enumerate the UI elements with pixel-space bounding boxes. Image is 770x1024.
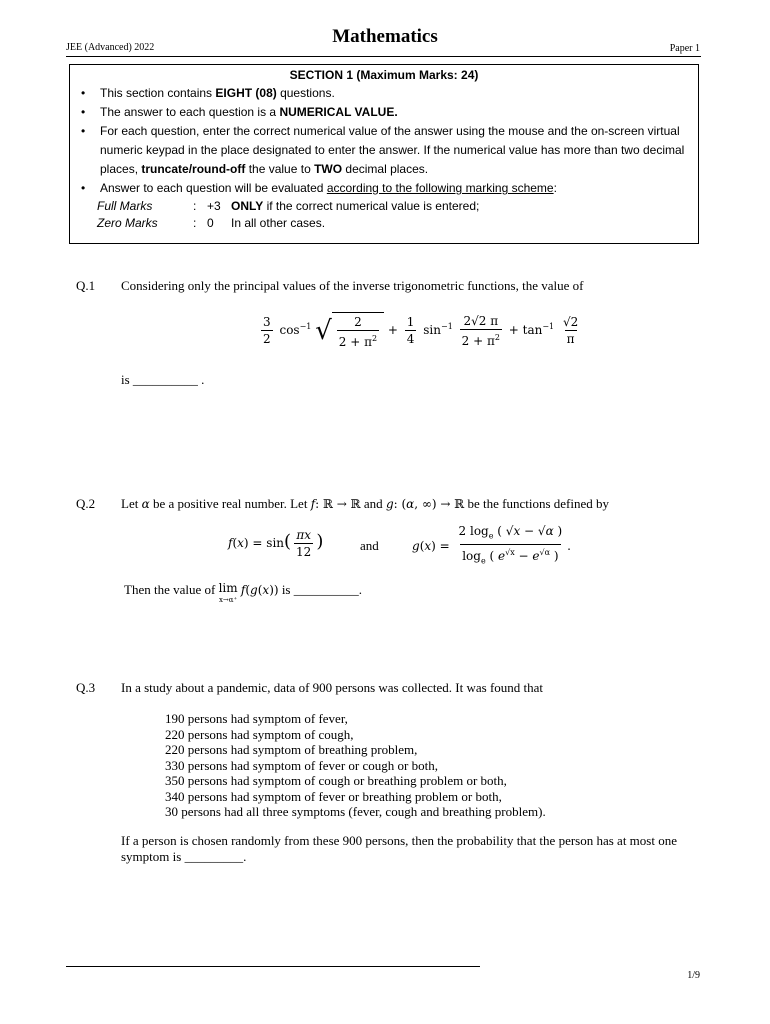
paper-label: Paper 1 (669, 43, 700, 54)
list-item: 340 persons had symptom of fever or breathing problem or both, (165, 788, 502, 804)
section-title: SECTION 1 (Maximum Marks: 24) (289, 68, 479, 82)
page-number: 1/9 (687, 970, 700, 981)
header-rule (66, 56, 701, 57)
list-item: 190 persons had symptom of fever, (165, 711, 348, 726)
instruction-item: • This section contains EIGHT (08) questions. (78, 84, 694, 103)
question-text: Considering only the principal values of the inverse trigonometric functions, the value of (121, 278, 584, 293)
instruction-list (78, 84, 694, 198)
answer-blank: is __________ . (121, 372, 205, 387)
list-item: 30 persons had all three symptoms (fever, cough and breathing problem). (165, 804, 546, 819)
list-item: 220 persons had symptom of cough, (165, 726, 354, 742)
list-item: 350 persons had symptom of cough or breathing problem or both, (165, 773, 507, 788)
instruction-item: • The answer to each question is a NUMERICAL VALUE. (78, 103, 694, 122)
question-text: In a study about a pandemic, data of 900 persons was collected. It was found that (121, 680, 544, 695)
q3-closing: If a person is chosen randomly from these 900 persons, then the probability that the person has at most one symptom is _________. (121, 833, 677, 864)
q2-limit-line: Then the value of lim x→α⁺ f(g(x)) is __________. (124, 581, 362, 604)
q1-expression: $\frac{3}{2}$ $\cos^{-1}$ √ $\frac{2}{2 + \pi^2}$ + $\frac{1}{4}$ $\sin^{-1}$ $\frac{2√2 \pi}{2 + \pi^2}$ + $\tan^{-1}$ $\frac{√2}{\pi}$ (263, 313, 579, 349)
question-number: Q.2 (76, 496, 96, 511)
instructions-box (69, 64, 699, 244)
and-word: and (360, 538, 379, 553)
symptom-list (165, 711, 546, 820)
question-text: Let α be a positive real number. Let f: ℝ → ℝ and g: (α, ∞) → ℝ be the functions defined by (121, 496, 610, 511)
instruction-item: • For each question, enter the correct numerical value of the answer using the mouse and the on-screen virtual numeric keypad in the place designated to enter the answer. If the numerical value has more than two decimal places, truncate/round-off the value to TWO decimal places. (78, 122, 694, 179)
question-number: Q.3 (76, 680, 96, 695)
marking-scheme (97, 198, 479, 232)
page-title: Mathematics (332, 26, 438, 47)
instruction-item: • Answer to each question will be evaluated according to the following marking scheme: (78, 179, 694, 198)
footer-rule (66, 966, 480, 967)
g-definition: g(x) = $\frac{2 \log_e ( √x - √\alpha )}{\log_e ( e^{√x} - e^{√\alpha} )}$ . (412, 524, 571, 569)
list-item: 330 persons had symptom of fever or cough or both, (165, 757, 438, 773)
question-number: Q.1 (76, 278, 96, 293)
zero-marks-row: Zero Marks : 0 In all other cases. (97, 216, 326, 230)
list-item: 220 persons had symptom of breathing problem, (165, 742, 418, 757)
f-definition: f(x) = sin( $\frac{\pi x}{12}$ ) (228, 528, 324, 559)
exam-name: JEE (Advanced) 2022 (66, 42, 155, 53)
full-marks-row: Full Marks : +3 ONLY if the correct numerical value is entered; (97, 199, 480, 213)
